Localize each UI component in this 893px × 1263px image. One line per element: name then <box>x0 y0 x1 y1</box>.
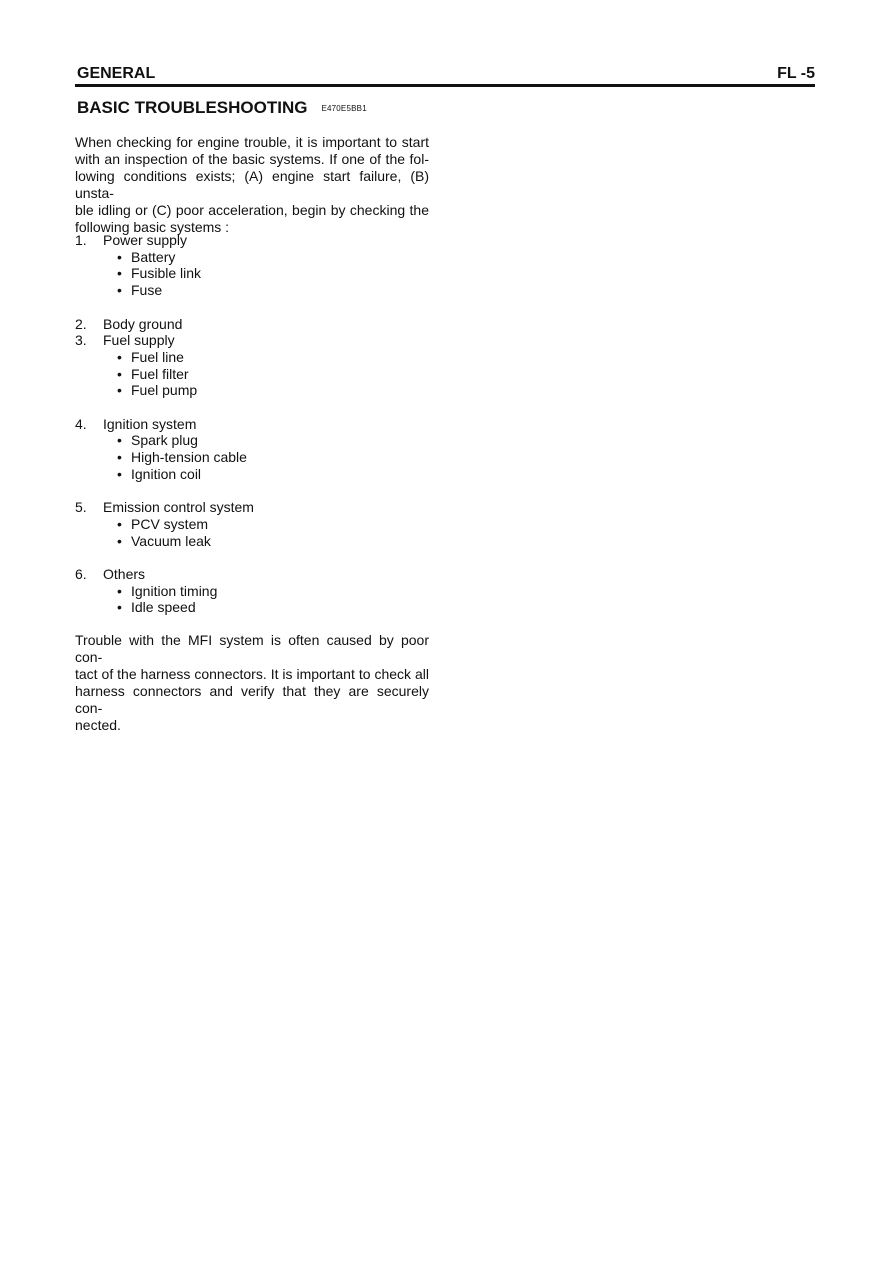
closing-line: tact of the harness connectors. It is important to check all <box>75 666 429 682</box>
list-item <box>75 232 254 299</box>
sub-list <box>75 432 254 482</box>
item-label: Emission control system <box>103 499 254 516</box>
list-item <box>75 332 254 399</box>
sub-item: • High-tension cable <box>117 449 247 466</box>
sub-item: • Vacuum leak <box>117 532 211 549</box>
item-number: 3. <box>75 332 87 349</box>
sub-item: • Idle speed <box>117 599 196 616</box>
sub-item: • Ignition timing <box>117 582 218 599</box>
sub-list <box>75 349 254 399</box>
closing-line: Trouble with the MFI system is often caused by poor con- <box>75 632 429 665</box>
intro-line: When checking for engine trouble, it is important to start <box>75 134 429 150</box>
list-item <box>75 316 254 333</box>
sub-item: • Fuel filter <box>117 365 189 382</box>
page-title <box>77 97 367 120</box>
sub-item: • PCV system <box>117 515 209 532</box>
item-label: Others <box>103 566 146 582</box>
intro-line: following basic systems : <box>75 219 230 235</box>
sub-item: • Ignition coil <box>117 465 202 482</box>
item-label: Body ground <box>103 315 183 332</box>
list-item <box>75 499 254 549</box>
item-label: Fuel supply <box>103 332 175 349</box>
item-number: 1. <box>75 232 87 248</box>
item-number: 5. <box>75 499 87 516</box>
closing-line: nected. <box>75 717 121 733</box>
intro-paragraph <box>75 134 429 236</box>
sub-item: • Fuse <box>117 282 163 299</box>
intro-line: lowing conditions exists; (A) engine start failure, (B) unsta- <box>75 168 429 201</box>
item-number: 2. <box>75 315 87 332</box>
section-header: GENERAL <box>77 65 156 82</box>
sub-list <box>75 516 254 549</box>
closing-paragraph <box>75 632 429 734</box>
closing-line: harness connectors and verify that they are securely con- <box>75 683 429 716</box>
title-text: BASIC TROUBLESHOOTING <box>77 98 308 117</box>
sub-item: • Spark plug <box>117 432 198 449</box>
intro-line: with an inspection of the basic systems. If one of the fol- <box>75 151 429 167</box>
sub-list <box>75 249 254 299</box>
item-number: 6. <box>75 566 87 582</box>
sub-item: • Fusible link <box>117 265 202 282</box>
sub-item: • Fuel line <box>117 348 184 365</box>
page-number: FL -5 <box>777 65 815 82</box>
sub-item: • Fuel pump <box>117 382 198 399</box>
title-code: E470E5BB1 <box>321 104 367 113</box>
list-item <box>75 566 254 616</box>
header-rule <box>75 84 815 87</box>
item-number: 4. <box>75 415 87 432</box>
sub-item: • Battery <box>117 248 176 265</box>
list-item <box>75 416 254 483</box>
item-label: Ignition system <box>103 415 197 432</box>
intro-line: ble idling or (C) poor acceleration, begin by checking the <box>75 202 429 218</box>
item-label: Power supply <box>103 232 188 248</box>
basic-systems-list <box>75 232 254 616</box>
sub-list <box>75 583 254 616</box>
